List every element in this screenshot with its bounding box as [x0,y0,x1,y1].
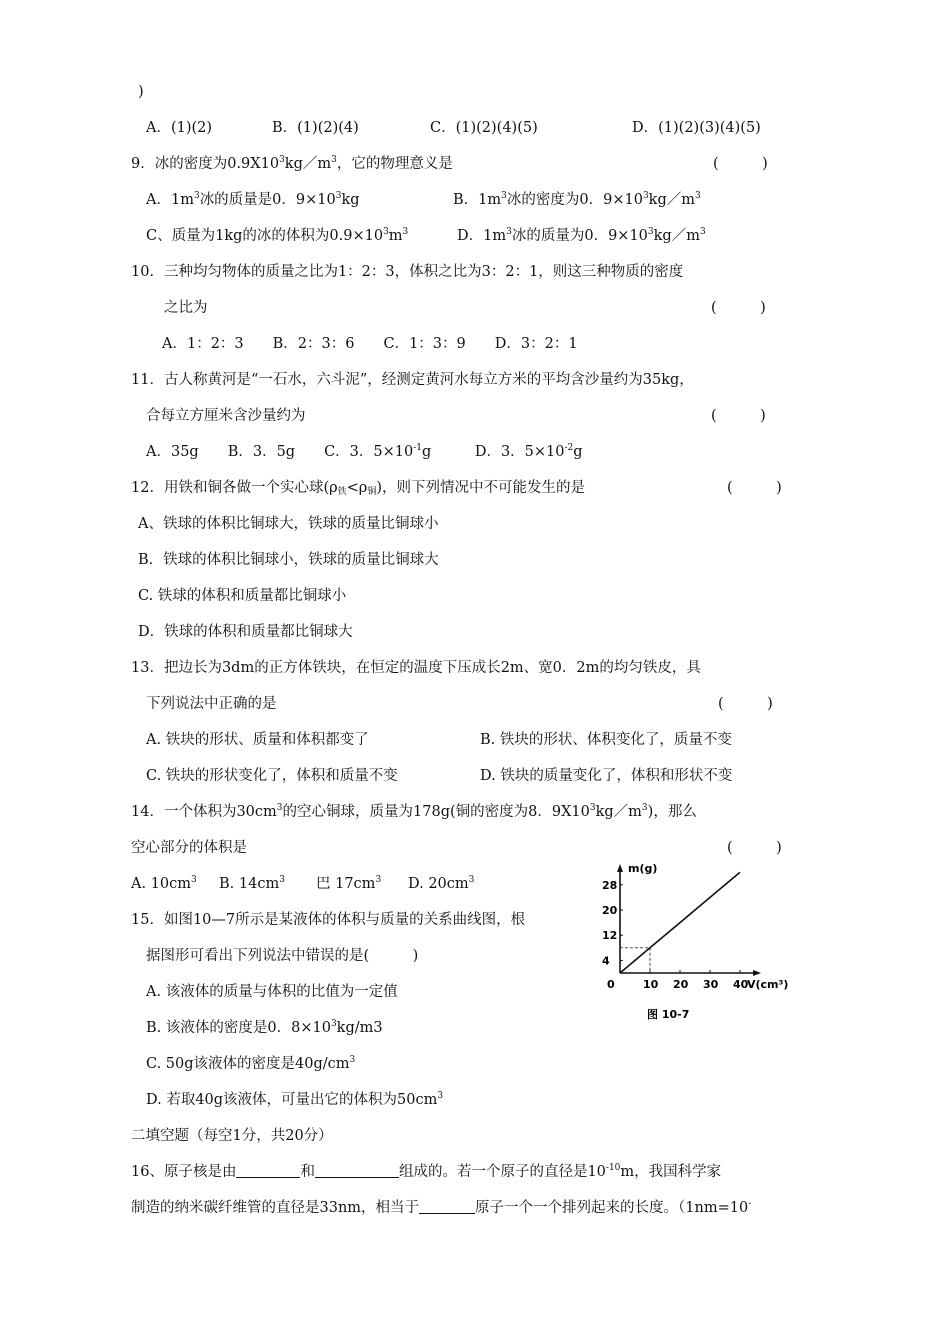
figure-10-7-chart [595,858,795,1033]
q12-option-a: A、铁球的体积比铜球大，铁球的质量比铜球小 [138,516,439,532]
y-tick-label: 20 [602,904,618,917]
q13-answer-paren: ( ) [718,696,773,712]
q13-stem-cont: 下列说法中正确的是 [146,696,277,712]
q9-option-d: D．$1m^3$冰的质量为0．$9\times 10^3kg/m^3$ [457,227,706,244]
q16-stem: 16、原子核是由 和 组成的。若一个原子的直径是$10^{-10}m$，我国科学家 [131,1163,722,1180]
q14-option-b: B. $14cm^3$ [219,875,285,892]
figure-caption: 图 10-7 [647,1008,690,1021]
q12-option-c: C. 铁球的体积和质量都比铜球小 [138,588,347,604]
q10-stem-cont: 之比为 [164,300,208,316]
q12-option-b: B．铁球的体积比铜球小，铁球的质量比铜球大 [138,552,439,568]
q14-stem-cont: 空心部分的体积是 [131,840,247,856]
q16-blank-2[interactable] [315,1163,399,1178]
q13-option-c: C. 铁块的形状变化了，体积和质量不变 [146,768,398,784]
y-axis-arrow [617,864,623,872]
q10-answer-paren: ( ) [711,300,766,316]
q9-stem: 9．冰的密度为$0.9X10^3kg/m^3$，它的物理意义是 [131,155,453,172]
q15-option-a: A. 该液体的质量与体积的比值为一定值 [146,984,398,1000]
y-tick-label: 28 [602,878,618,892]
q9-option-b: B．$1m^3$冰的密度为0．$9\times 10^3kg/m^3$ [453,191,701,208]
q8-option-c: C．(1)(2)(4)(5) [430,120,538,136]
q16-stem-cont: 制造的纳米碳纤维管的直径是33nm，相当于 原子一个一个排列起来的长度。（1nm=10- [131,1199,752,1216]
q13-stem: 13．把边长为3dm的正方体铁块，在恒定的温度下压成长2m、宽0．2m的均匀铁皮，具 [131,660,701,676]
q16-blank-3[interactable] [419,1199,475,1214]
q11-options: A．35g B．3．5g C．3．$5\times 10^{-1}g$ D．3．$5\times 10^{-2}g$ [146,443,583,460]
q11-answer-paren: ( ) [711,408,766,424]
question-8-tail: ) [138,84,144,100]
q14-option-d: D. $20cm^3$ [408,875,475,892]
section-2-heading: 二填空题（每空1分，共20分） [131,1128,333,1144]
x-tick-label: 0 [607,978,615,991]
x-tick-label: 40 [733,978,749,991]
q15-option-c: C. 50g该液体的密度是$40g/cm^3$ [146,1055,356,1072]
q13-option-d: D. 铁块的质量变化了，体积和形状不变 [480,768,733,784]
q12-stem: 12．用铁和铜各做一个实心球$(\rho_铁<\rho_铜)$，则下列情况中不可能发生的是 [131,480,586,497]
y-tick-label: 4 [602,954,610,968]
q11-stem: 11．古人称黄河是“一石水，六斗泥”，经测定黄河水每立方米的平均含沙量约为35kg， [131,372,694,388]
x-tick-label: 10 [643,978,659,991]
q14-answer-paren: ( ) [727,840,782,856]
q14-option-a: A. $10cm^3$ [131,875,197,892]
q13-option-b: B. 铁块的形状、体积变化了，质量不变 [480,732,732,748]
y-axis-label: m(g) [628,862,658,875]
q10-options: A．1：2：3 B．2：3：6 C．1：3：9 D．3：2：1 [162,336,578,352]
x-axis-label: V(cm³) [747,978,789,991]
x-tick-label: 30 [703,978,719,991]
q8-option-d: D．(1)(2)(3)(4)(5) [632,120,761,136]
q9-option-c: C、质量为1kg的冰的体积为$0.9\times 10^3m^3$ [146,227,409,244]
q8-option-b: B．(1)(2)(4) [272,120,359,136]
x-tick-label: 20 [673,978,689,991]
q15-option-b: B. 该液体的密度是0．$8\times 10^3kg/m3$ [146,1019,383,1036]
q15-stem-cont: 据图形可看出下列说法中错误的是( ) [146,948,419,964]
x-axis-arrow [753,970,761,976]
q11-stem-cont: 合每立方厘米含沙量约为 [146,408,306,424]
q10-stem: 10．三种均匀物体的质量之比为1：2：3，体积之比为3：2：1，则这三种物质的密度 [131,264,684,280]
q16-blank-1[interactable] [236,1163,300,1178]
q14-option-c: 巴 $17cm^3$ [316,875,382,892]
q9-option-a: A．$1m^3$冰的质量是0．$9\times 10^3kg$ [146,191,360,208]
y-tick-label: 12 [602,929,618,943]
data-line [620,872,740,973]
q12-option-d: D．铁球的体积和质量都比铜球大 [138,624,353,640]
q9-answer-paren: ( ) [713,156,768,172]
q12-answer-paren: ( ) [727,480,782,496]
q15-option-d: D. 若取40g该液体，可量出它的体积为$50cm^3$ [146,1091,444,1108]
q14-stem: 14．一个体积为$30cm^3$的空心铜球，质量为178g(铜的密度为8．$9X10^3kg/m^3$)，那么 [131,803,697,820]
q8-option-a: A．(1)(2) [146,120,213,136]
q15-stem: 15．如图10—7所示是某液体的体积与质量的关系曲线图，根 [131,912,526,928]
q13-option-a: A. 铁块的形状、质量和体积都变了 [146,732,369,748]
